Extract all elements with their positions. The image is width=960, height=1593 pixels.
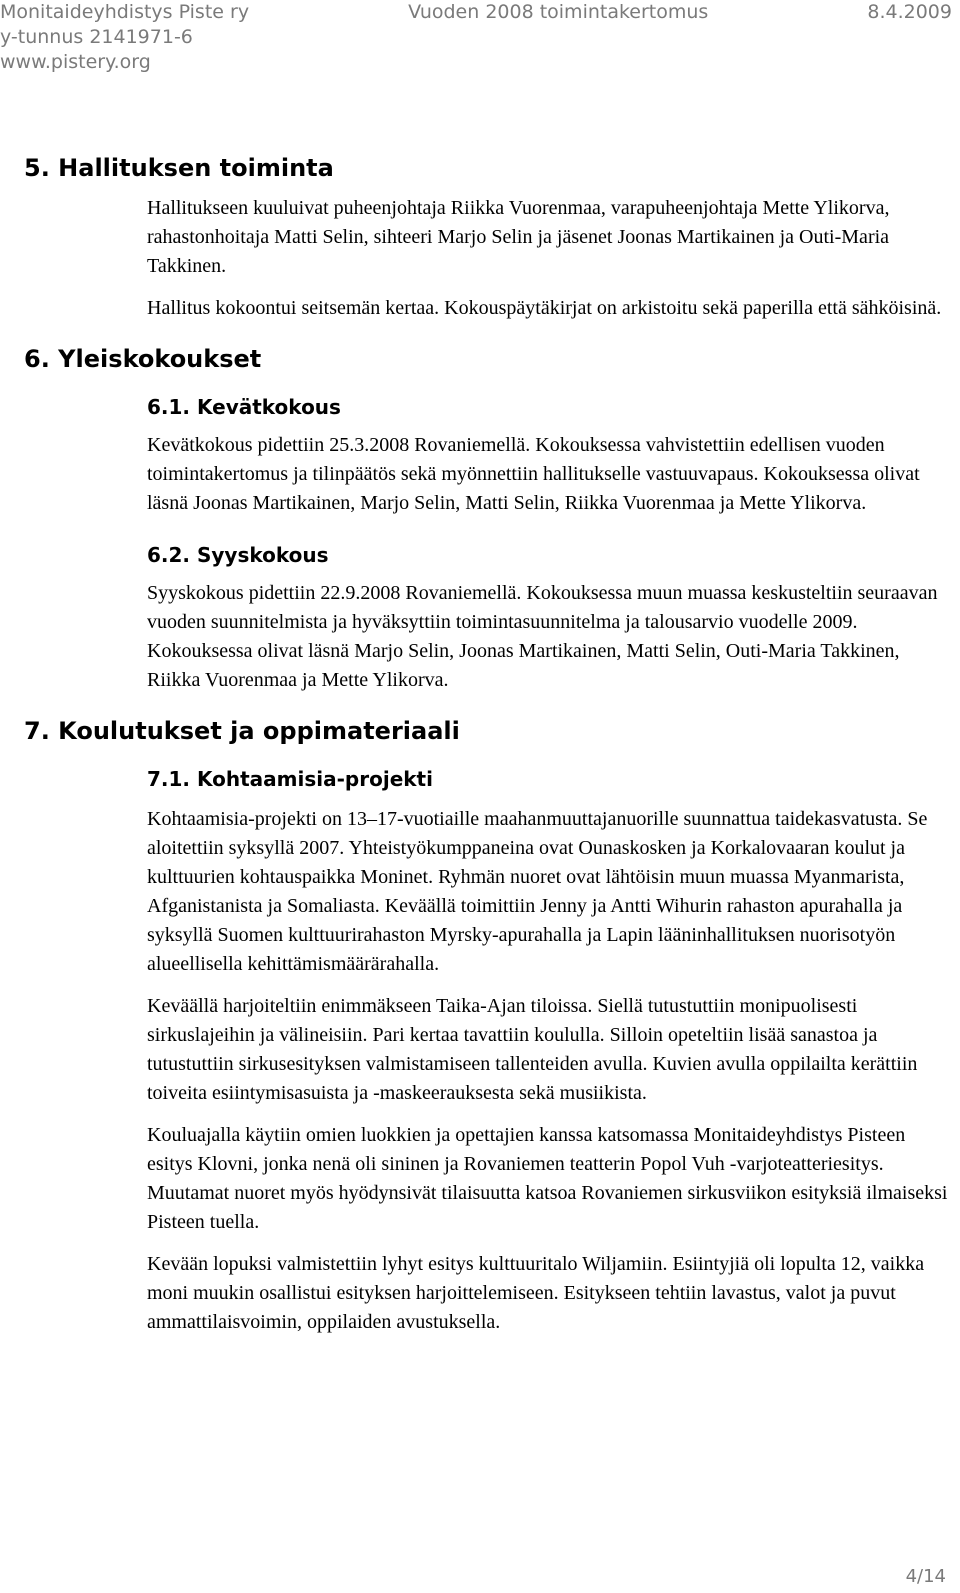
section-6-1-heading: 6.1. Kevätkokous (147, 395, 341, 419)
section-7-1-paragraph-4: Kevään lopuksi valmistettiin lyhyt esitys kulttuuritalo Wiljamiin. Esiintyjiä oli lopulta 12, vaikka moni muukin osallistui esityksen harjoittelemiseen. Esitykseen tehtiin lavastus, valot ja puvut ammattilaisvoimin, oppilaiden avustuksella. (147, 1253, 925, 1333)
section-6-2-heading: 6.2. Syyskokous (147, 543, 329, 567)
section-7-heading: 7. Koulutukset ja oppimateriaali (24, 717, 460, 745)
section-7-1-content (147, 805, 950, 1337)
page-number: 4/14 (905, 1566, 946, 1587)
header-ytunnus: y-tunnus 2141971-6 (0, 26, 193, 48)
section-7-1-paragraph-1: Kohtaamisia-projekti on 13–17-vuotiaille maahanmuuttajanuorille suunnattua taidekasvatusta. Se aloitettiin syksyllä 2007. Yhteistyökumppaneina ovat Ounaskosken ja Korkalovaaran koulut ja kulttuurien kohtauspaikka Moninet. Ryhmän nuoret ovat lähtöisin muun muassa Myanmarista, Afganistanista ja Somaliasta. Keväällä toimittiin Jenny ja Antti Wihurin rahaston apurahalla ja syksyllä Suomen kulttuurirahaston Myrsky-apurahalla ja Lapin lääninhallituksen nuorisotyön alueellisella kehittämismäärärahalla. (147, 808, 928, 975)
header-org: Monitaideyhdistys Piste ry (0, 1, 250, 23)
section-7-1-paragraph-2: Keväällä harjoiteltiin enimmäkseen Taika-Ajan tiloissa. Siellä tutustuttiin monipuolisesti sirkuslajeihin ja välineisiin. Pari kertaa tavattiin koululla. Silloin opeteltiin lisää sanastoa ja tutustuttiin sirkusesityksen valmistamiseen tallenteiden avulla. Kuvien avulla oppilailta kerättiin toiveita esiintymisasuista ja -maskeerauksesta sekä musiikista. (147, 995, 918, 1104)
section-6-2-paragraph-1: Syyskokous pidettiin 22.9.2008 Rovaniemellä. Kokouksessa muun muassa keskusteltiin seuraavan vuoden suunnitelmista ja hyväksyttiin toimintasuunnitelma ja talousarvio vuodelle 2009. Kokouksessa olivat läsnä Marjo Selin, Joonas Martikainen, Matti Selin, Outi-Maria Takkinen, Riikka Vuorenmaa ja Mette Ylikorva. (147, 582, 938, 691)
header-row-2 (0, 25, 960, 50)
page-header (0, 0, 960, 75)
header-row-3 (0, 50, 960, 75)
section-7-1-paragraph-3: Kouluajalla käytiin omien luokkien ja opettajien kanssa katsomassa Monitaideyhdistys Pisteen esitys Klovni, jonka nenä oli sininen ja Rovaniemen teatterin Popol Vuh -varjoteatteriesitys. Muutamat nuoret myös hyödynsivät tilaisuutta katsoa Rovaniemen sirkusviikon esityksiä ilmaiseksi Pisteen tuella. (147, 1124, 948, 1233)
header-doc-title: Vuoden 2008 toimintakertomus (408, 1, 709, 23)
section-5-content (147, 194, 950, 323)
header-row-1 (0, 0, 960, 25)
section-7-1-heading: 7.1. Kohtaamisia-projekti (147, 767, 433, 791)
header-date: 8.4.2009 (867, 1, 952, 23)
section-6-1-paragraph-1: Kevätkokous pidettiin 25.3.2008 Rovaniemellä. Kokouksessa vahvistettiin edellisen vuoden toimintakertomus ja tilinpäätös sekä myönnettiin hallitukselle vastuuvapaus. Kokouksessa olivat läsnä Joonas Martikainen, Marjo Selin, Matti Selin, Riikka Vuorenmaa ja Mette Ylikorva. (147, 434, 920, 514)
section-6-1-content (147, 431, 950, 518)
section-5-heading: 5. Hallituksen toiminta (24, 154, 334, 182)
section-6-heading: 6. Yleiskokoukset (24, 345, 262, 373)
section-5-paragraph-2: Hallitus kokoontui seitsemän kertaa. Kokouspäytäkirjat on arkistoitu sekä paperilla että sähköisinä. (147, 297, 942, 319)
header-url: www.pistery.org (0, 51, 151, 73)
section-6-2-content (147, 579, 950, 695)
document-body (24, 152, 950, 1337)
section-5-paragraph-1: Hallitukseen kuuluivat puheenjohtaja Riikka Vuorenmaa, varapuheenjohtaja Mette Ylikorva, rahastonhoitaja Matti Selin, sihteeri Marjo Selin ja jäsenet Joonas Martikainen ja Outi-Maria Takkinen. (147, 197, 890, 277)
